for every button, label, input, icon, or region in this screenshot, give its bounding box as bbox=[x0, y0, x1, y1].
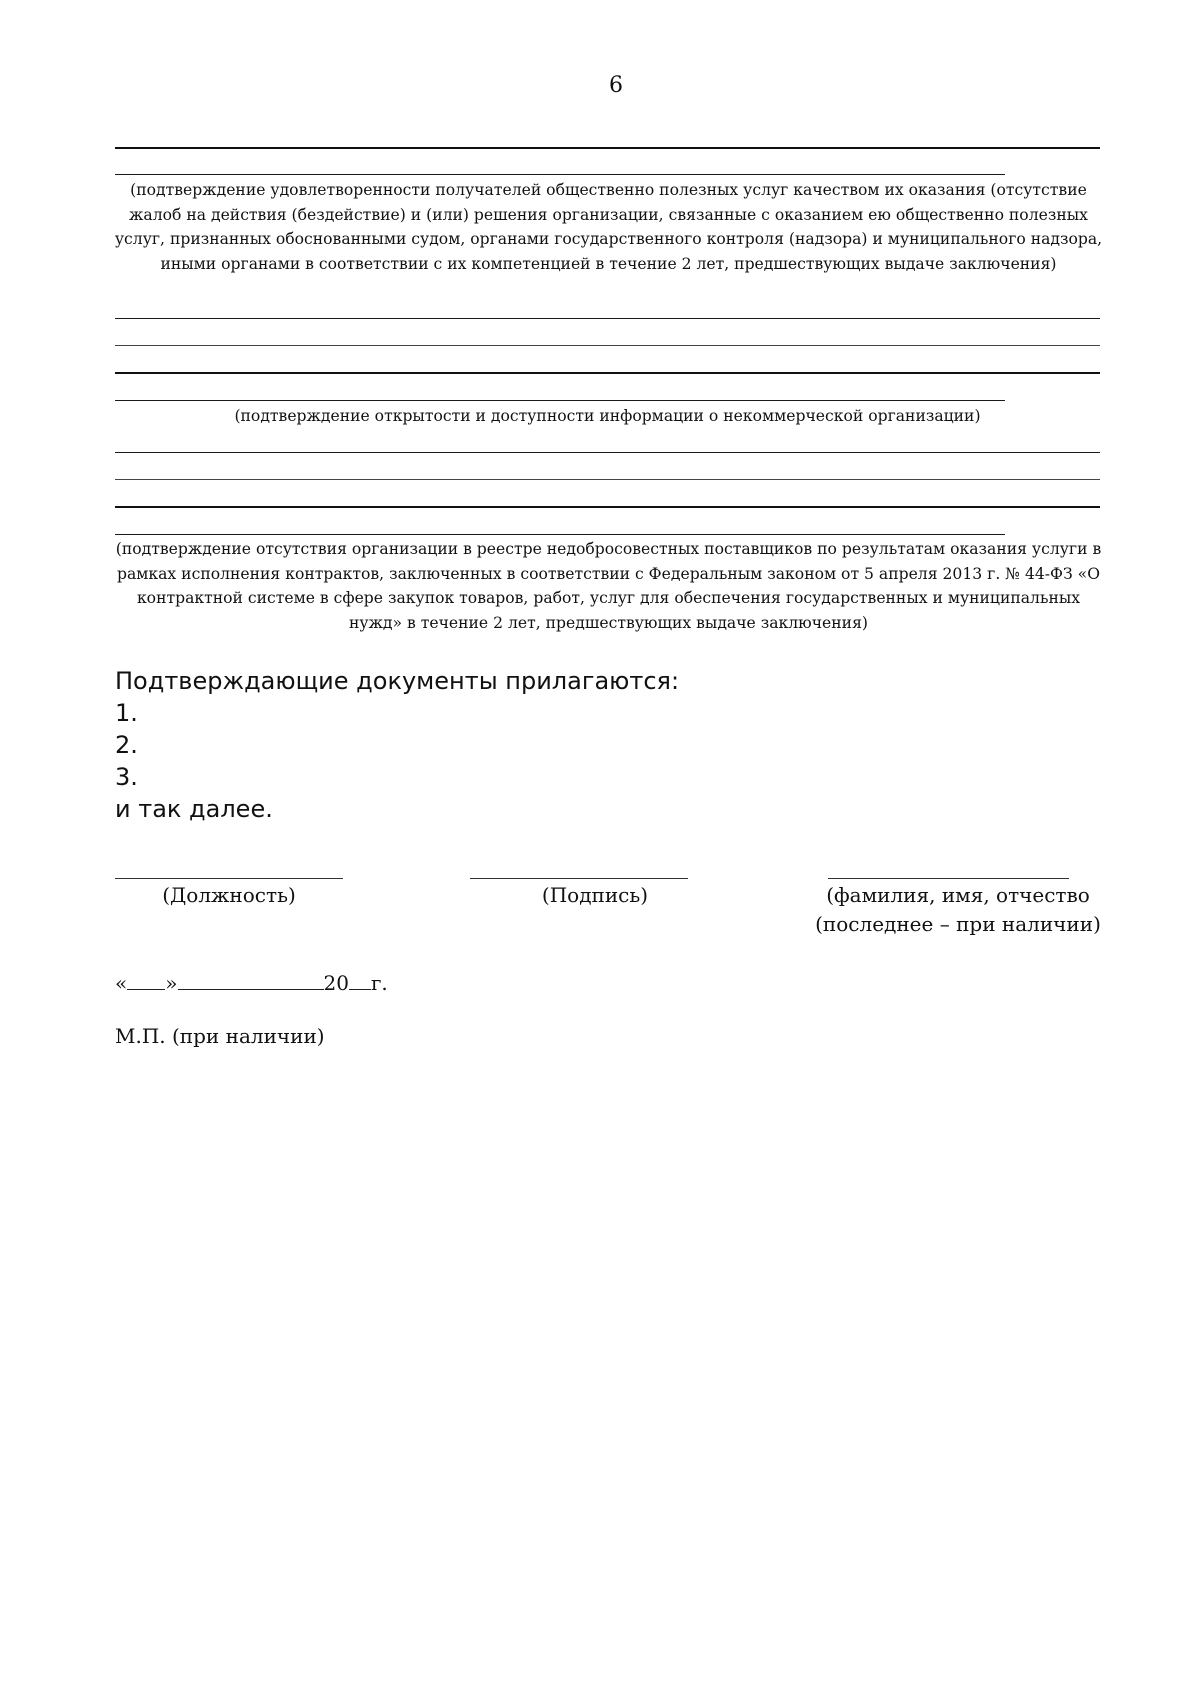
caption-satisfaction: (подтверждение удовлетворенности получателей общественно полезных услуг качеством их оказания (отсутствие жалоб на действия (бездействие) и (или) решения организации, связанные с оказанием ею общественно полезных услуг, признанных обоснованными судом, органами государственного контроля (надзора) и муниципального надзора, иными органами в соответствии с их компетенцией в течение 2 лет, предшествующих выдаче заключения) bbox=[114, 181, 1103, 273]
signature-label: (Подпись) bbox=[541, 883, 649, 907]
signature-line[interactable] bbox=[470, 878, 688, 879]
fill-line-4[interactable] bbox=[115, 372, 1100, 374]
fill-line-3[interactable] bbox=[115, 345, 1100, 346]
caption-registry: (подтверждение отсутствия организации в реестре недобросовестных поставщиков по результатам оказания услуги в рамках исполнения контрактов, заключенных в соответствии с Федеральным законом от 5 апреля 2013 г. № 44-ФЗ «О контрактной системе в сфере закупок товаров, работ, услуг для обеспечения государственных и муниципальных нужд» в течение 2 лет, предшествующих выдаче заключения) bbox=[115, 540, 1102, 632]
document-item-2: 2. bbox=[115, 731, 138, 759]
seal-note: М.П. (при наличии) bbox=[115, 1024, 325, 1048]
position-line[interactable] bbox=[115, 878, 343, 879]
document-item-1: 1. bbox=[115, 699, 138, 727]
fill-line-2[interactable] bbox=[115, 318, 1100, 319]
name-label-line2: (последнее – при наличии) bbox=[815, 912, 1101, 936]
document-item-3: 3. bbox=[115, 763, 138, 791]
caption-underline-1 bbox=[115, 174, 1005, 175]
caption-openness: (подтверждение открытости и доступности информации о некоммерческой организации) bbox=[234, 407, 981, 425]
page-number: 6 bbox=[609, 73, 623, 98]
caption-underline-2 bbox=[115, 400, 1005, 401]
documents-heading: Подтверждающие документы прилагаются: bbox=[115, 667, 680, 695]
date-month-field[interactable] bbox=[178, 969, 324, 990]
fill-line-6[interactable] bbox=[115, 479, 1100, 480]
fill-line-1[interactable] bbox=[115, 147, 1100, 149]
name-line[interactable] bbox=[828, 878, 1069, 879]
caption-underline-3 bbox=[115, 534, 1005, 535]
document-item-etc: и так далее. bbox=[115, 795, 273, 823]
date-year-field[interactable] bbox=[349, 969, 371, 990]
name-label-line1: (фамилия, имя, отчество bbox=[826, 883, 1090, 907]
fill-line-7[interactable] bbox=[115, 506, 1100, 508]
date-line bbox=[115, 969, 388, 996]
date-year-suffix: г. bbox=[370, 971, 388, 995]
date-year-prefix: 20 bbox=[323, 971, 349, 995]
fill-line-5[interactable] bbox=[115, 452, 1100, 453]
date-close-quote: » bbox=[165, 971, 178, 995]
date-open-quote: « bbox=[115, 971, 128, 995]
date-day-field[interactable] bbox=[127, 969, 165, 990]
position-label: (Должность) bbox=[162, 883, 296, 907]
